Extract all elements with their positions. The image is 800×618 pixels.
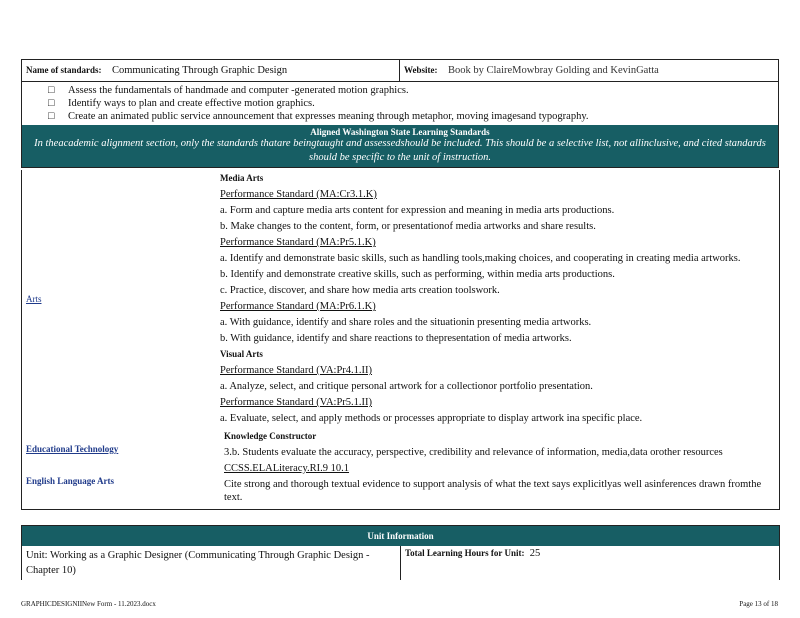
bullet-item: □ Identify ways to plan and create effective motion graphics. xyxy=(48,98,315,109)
unit-value: Working as a Graphic Designer (Communicating Through Graphic Design - Chapter 10) xyxy=(26,550,370,576)
standards-header-row xyxy=(22,60,779,82)
footer-filename: GRAPHICDESIGNIINew Form - 11.2023.docx xyxy=(21,600,156,608)
standard-item: a. Analyze, select, and critique personal artwork for a collectionor portfolio presentation. xyxy=(220,381,593,392)
aligned-header xyxy=(22,125,779,168)
ela-section xyxy=(22,462,779,509)
performance-standard: Performance Standard (VA:Pr5.1.II) xyxy=(220,397,373,408)
edtech-label-col xyxy=(22,430,220,462)
page-footer xyxy=(21,600,778,608)
edtech-heading: Knowledge Constructor xyxy=(224,431,317,441)
ela-standards xyxy=(220,462,779,509)
standard-item: a. With guidance, identify and share roles and the situationin presenting media artworks. xyxy=(220,317,592,328)
edtech-section xyxy=(22,430,779,462)
hours-label: Total Learning Hours for Unit: xyxy=(405,548,525,558)
aligned-note: In theacademic alignment section, only the standards thatare beingtaught and assessedshould be included. This should be a selective list, not allinclusive, and cited standards should be specific to the unit of instruction. xyxy=(34,138,766,163)
edtech-standards xyxy=(220,430,779,462)
hours-cell xyxy=(401,546,779,580)
aligned-title: Aligned Washington State Learning Standards xyxy=(310,127,490,137)
objectives-row xyxy=(22,82,779,126)
standard-item: a. Form and capture media arts content for expression and meaning in media arts productions. xyxy=(220,205,615,216)
ela-code: CCSS.ELALiteracy.RI.9 10.1 xyxy=(224,463,350,474)
standard-item: c. Practice, discover, and share how media arts creation toolswork. xyxy=(220,285,500,296)
bullet-item: □ Assess the fundamentals of handmade and computer -generated motion graphics. xyxy=(48,85,409,96)
bullet-item: □ Create an animated public service announcement that expresses meaning through metaphor, moving imagesand typography. xyxy=(48,111,589,122)
unit-info-row xyxy=(22,546,779,580)
subject-heading: Media Arts xyxy=(220,173,264,183)
arts-standards xyxy=(216,170,779,428)
hours-value: 25 xyxy=(529,548,541,559)
standard-item: b. Identify and demonstrate creative skills, such as performing, within media arts productions. xyxy=(220,269,615,280)
standards-table xyxy=(21,59,779,168)
website-value: Book by ClaireMowbray Golding and KevinGatta xyxy=(448,65,659,76)
ela-text: Cite strong and thorough textual evidence to support analysis of what the text says explicitlyas well asinferences drawn fromthe text. xyxy=(224,479,762,503)
unit-info-title: Unit Information xyxy=(22,526,779,546)
arts-label-col xyxy=(22,170,216,428)
standard-item: a. Evaluate, select, and apply methods or processes appropriate to display artwork ina specific place. xyxy=(220,413,643,424)
ela-label: English Language Arts xyxy=(26,476,115,486)
website-label: Website: xyxy=(404,65,438,75)
ela-label-col xyxy=(22,462,220,509)
bullet-icon: □ xyxy=(48,111,55,122)
aligned-header-row xyxy=(22,125,779,168)
edtech-text: 3.b. Students evaluate the accuracy, perspective, credibility and relevance of information, media,data orother resources xyxy=(224,447,723,458)
standards-value: Communicating Through Graphic Design xyxy=(112,65,288,76)
performance-standard: Performance Standard (VA:Pr4.1.II) xyxy=(220,365,373,376)
performance-standard: Performance Standard (MA:Cr3.1.K) xyxy=(220,189,377,200)
standards-name-cell xyxy=(22,60,400,82)
unit-cell xyxy=(22,546,401,580)
unit-info-table xyxy=(21,525,780,580)
arts-section xyxy=(22,170,779,428)
subject-heading: Visual Arts xyxy=(220,349,263,359)
bullet-icon: □ xyxy=(48,98,55,109)
objectives-cell xyxy=(22,82,779,126)
alignment-body xyxy=(21,170,780,510)
standard-item: b. Make changes to the content, form, or presentationof media artworks and share results. xyxy=(220,221,596,232)
performance-standard: Performance Standard (MA:Pr6.1.K) xyxy=(220,301,376,312)
footer-page-number: Page 13 of 18 xyxy=(739,600,778,608)
website-cell xyxy=(400,60,779,82)
performance-standard: Performance Standard (MA:Pr5.1.K) xyxy=(220,237,376,248)
standard-item: b. With guidance, identify and share reactions to thepresentation of media artworks. xyxy=(220,333,572,344)
unit-label: Unit: xyxy=(26,550,48,561)
standards-label: Name of standards: xyxy=(26,65,102,75)
edtech-label[interactable]: Educational Technology xyxy=(26,444,119,454)
arts-label[interactable]: Arts xyxy=(26,294,42,304)
bullet-icon: □ xyxy=(48,85,55,96)
document-page xyxy=(21,59,778,168)
standard-item: a. Identify and demonstrate basic skills, such as handling tools,making choices, and cooperating in creating media artworks. xyxy=(220,253,741,264)
